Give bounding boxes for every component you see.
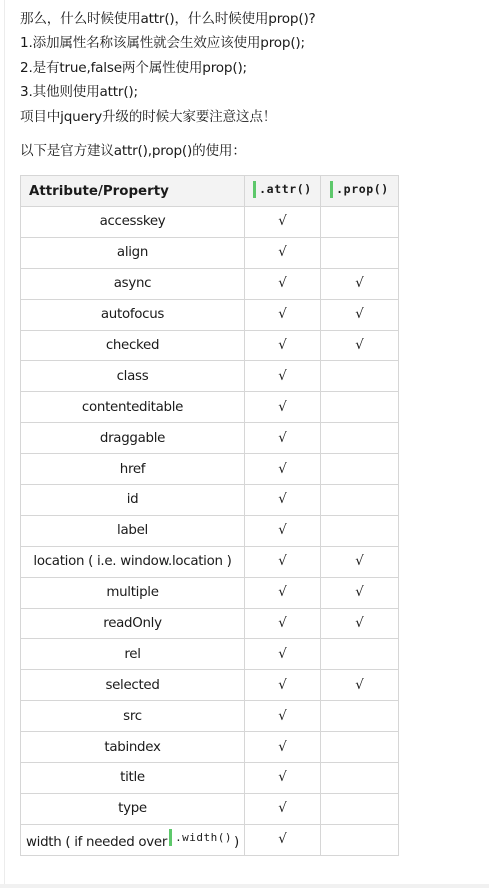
prop-check-cell xyxy=(321,423,399,454)
attr-check-cell: √ xyxy=(245,824,321,855)
attribute-name-cell xyxy=(21,732,245,763)
prop-check-cell xyxy=(321,392,399,423)
header-prop xyxy=(321,176,399,207)
prop-check-cell xyxy=(321,454,399,485)
intro-line: 1.添加属性名称该属性就会生效应该使用prop(); xyxy=(20,35,305,52)
table-row xyxy=(21,392,399,423)
attribute-name: multiple xyxy=(106,585,159,601)
attr-code-label: .attr() xyxy=(253,181,312,198)
attribute-name-cell xyxy=(21,299,245,330)
prop-check-cell xyxy=(321,793,399,824)
attribute-name: selected xyxy=(105,677,160,693)
attr-check-cell: √ xyxy=(245,237,321,268)
attribute-name-cell xyxy=(21,207,245,238)
attribute-name-cell xyxy=(21,361,245,392)
prop-check-cell: √ xyxy=(321,546,399,577)
prop-check-cell: √ xyxy=(321,608,399,639)
table-row xyxy=(21,454,399,485)
prop-check-cell: √ xyxy=(321,299,399,330)
table-row xyxy=(21,824,399,855)
prop-check-cell: √ xyxy=(321,330,399,361)
table-row xyxy=(21,639,399,670)
attribute-name: async xyxy=(113,276,152,292)
prop-check-cell xyxy=(321,485,399,516)
attr-check-cell: √ xyxy=(245,732,321,763)
attr-check-cell: √ xyxy=(245,608,321,639)
prop-check-cell xyxy=(321,237,399,268)
prop-check-cell: √ xyxy=(321,268,399,299)
attribute-name: id xyxy=(126,492,139,508)
attribute-name-cell xyxy=(21,330,245,361)
attr-check-cell: √ xyxy=(245,577,321,608)
code-marker-icon xyxy=(169,829,172,846)
attribute-name: width ( if needed over xyxy=(26,835,168,851)
prop-check-cell xyxy=(321,361,399,392)
attr-check-cell: √ xyxy=(245,701,321,732)
attribute-name-cell xyxy=(21,793,245,824)
attribute-name-cell xyxy=(21,485,245,516)
attribute-name-cell xyxy=(21,701,245,732)
attribute-name: label xyxy=(117,523,148,539)
inline-code: .width() xyxy=(169,829,232,846)
attribute-name: href xyxy=(119,461,146,477)
attr-check-cell: √ xyxy=(245,423,321,454)
table-row xyxy=(21,330,399,361)
bottom-border xyxy=(0,884,489,888)
table-row xyxy=(21,237,399,268)
attr-check-cell: √ xyxy=(245,639,321,670)
prop-check-cell xyxy=(321,515,399,546)
attr-check-cell: √ xyxy=(245,361,321,392)
attribute-name: align xyxy=(116,245,149,261)
attribute-name: type xyxy=(118,801,147,817)
attribute-name: autofocus xyxy=(100,307,165,323)
table-row xyxy=(21,793,399,824)
attr-check-cell: √ xyxy=(245,299,321,330)
attribute-name-cell xyxy=(21,577,245,608)
left-border xyxy=(4,0,5,888)
code-marker-icon xyxy=(253,181,256,198)
attr-check-cell: √ xyxy=(245,670,321,701)
attribute-name: rel xyxy=(124,646,141,662)
table-row xyxy=(21,701,399,732)
attr-prop-table xyxy=(20,175,399,856)
table-row xyxy=(21,299,399,330)
attribute-name-cell xyxy=(21,454,245,485)
prop-check-cell: √ xyxy=(321,670,399,701)
attribute-name-cell xyxy=(21,824,245,855)
intro-line: 项目中jquery升级的时候大家要注意这点！ xyxy=(20,108,277,125)
attr-check-cell: √ xyxy=(245,485,321,516)
attribute-name: accesskey xyxy=(99,214,166,230)
attribute-name-cell xyxy=(21,608,245,639)
intro-line: 2.是有true,false两个属性使用prop(); xyxy=(20,59,247,76)
prop-check-cell xyxy=(321,732,399,763)
prop-check-cell: √ xyxy=(321,577,399,608)
attr-check-cell: √ xyxy=(245,392,321,423)
table-header-row xyxy=(21,176,399,207)
attribute-name-cell xyxy=(21,546,245,577)
attr-check-cell: √ xyxy=(245,330,321,361)
intro-text xyxy=(20,7,480,129)
table-row xyxy=(21,670,399,701)
attr-check-cell: √ xyxy=(245,268,321,299)
attr-check-cell: √ xyxy=(245,515,321,546)
attribute-name: src xyxy=(123,708,142,724)
table-row xyxy=(21,577,399,608)
table-body xyxy=(21,207,399,856)
attribute-name-suffix: ) xyxy=(234,835,239,851)
attribute-name-cell xyxy=(21,763,245,794)
prop-check-cell xyxy=(321,639,399,670)
table-row xyxy=(21,515,399,546)
attribute-name-cell xyxy=(21,268,245,299)
table-row xyxy=(21,763,399,794)
attr-check-cell: √ xyxy=(245,793,321,824)
prop-code-label: .prop() xyxy=(330,181,389,198)
attribute-name: class xyxy=(116,368,149,384)
attr-check-cell: √ xyxy=(245,763,321,794)
table-row xyxy=(21,608,399,639)
attribute-name-cell xyxy=(21,670,245,701)
attribute-name-cell xyxy=(21,515,245,546)
table-row xyxy=(21,732,399,763)
attribute-name: draggable xyxy=(99,430,166,446)
intro-line: 那么，什么时候使用attr()，什么时候使用prop()? xyxy=(20,11,316,27)
table-lead: 以下是官方建议attr(),prop()的使用： xyxy=(20,143,246,160)
attribute-name-cell xyxy=(21,392,245,423)
attribute-name-cell xyxy=(21,639,245,670)
table-row xyxy=(21,546,399,577)
prop-check-cell xyxy=(321,207,399,238)
attr-check-cell: √ xyxy=(245,546,321,577)
header-attribute-property: Attribute/Property xyxy=(21,176,245,207)
attribute-name-cell xyxy=(21,237,245,268)
attr-check-cell: √ xyxy=(245,454,321,485)
table-row xyxy=(21,268,399,299)
attribute-name-cell xyxy=(21,423,245,454)
attribute-name: title xyxy=(120,770,145,786)
article-content xyxy=(20,7,480,851)
table-row xyxy=(21,423,399,454)
header-attr xyxy=(245,176,321,207)
attribute-name: checked xyxy=(105,338,160,353)
code-marker-icon xyxy=(330,181,333,198)
attr-check-cell: √ xyxy=(245,207,321,238)
attribute-name: contenteditable xyxy=(81,399,184,415)
attribute-name: tabindex xyxy=(104,739,161,755)
prop-check-cell xyxy=(321,701,399,732)
attribute-name: readOnly xyxy=(103,616,162,632)
table-row xyxy=(21,485,399,516)
table-row xyxy=(21,361,399,392)
prop-check-cell xyxy=(321,763,399,794)
prop-check-cell xyxy=(321,824,399,855)
table-row xyxy=(21,207,399,238)
intro-line: 3.其他则使用attr(); xyxy=(20,84,138,101)
attribute-name: location ( i.e. window.location ) xyxy=(33,554,232,570)
